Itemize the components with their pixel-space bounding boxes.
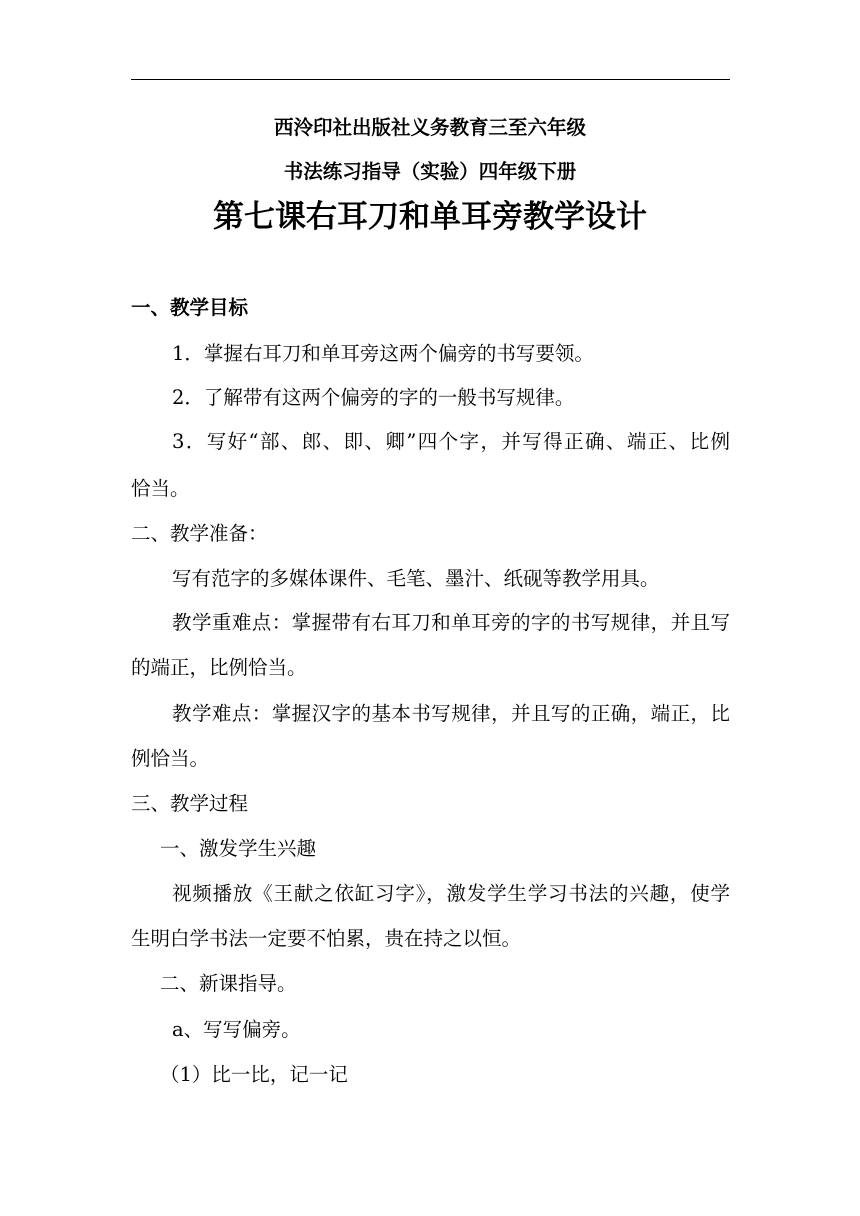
header-rule	[131, 79, 730, 80]
key-point-line-2: 的端正，比例恰当。	[131, 656, 307, 679]
process-step-1: 一、激发学生兴趣	[160, 837, 317, 860]
process-step-1-body-line-2: 生明白学书法一定要不怕累，贵在持之以恒。	[131, 927, 522, 950]
difficulty-line-1: 教学难点：掌握汉字的基本书写规律，并且写的正确，端正，比	[172, 702, 730, 725]
objective-item-3: 3．写好“部、郎、即、卿”四个字，并写得正确、端正、比例	[172, 430, 730, 453]
process-sub-a: a、写写偏旁。	[172, 1018, 301, 1041]
key-point-line-1: 教学重难点：掌握带有右耳刀和单耳旁的字的书写规律，并且写	[172, 611, 730, 634]
page-title: 第七课右耳刀和单耳旁教学设计	[213, 199, 647, 235]
process-sub-1: （1）比一比，记一记	[160, 1063, 348, 1086]
objective-item-1: 1．掌握右耳刀和单耳旁这两个偏旁的书写要领。	[172, 342, 594, 365]
book-line: 书法练习指导（实验）四年级下册	[283, 160, 577, 183]
preparation-text: 写有范字的多媒体课件、毛笔、墨汁、纸砚等教学用具。	[172, 567, 660, 590]
section-heading-objectives: 一、教学目标	[131, 296, 249, 319]
difficulty-line-2: 例恰当。	[131, 747, 210, 770]
section-heading-process: 三、教学过程	[131, 792, 249, 815]
process-step-1-body-line-1: 视频播放《王献之依缸习字》，激发学生学习书法的兴趣，使学	[172, 882, 730, 905]
publisher-line: 西泠印社出版社义务教育三至六年级	[273, 116, 586, 139]
section-heading-preparation: 二、教学准备：	[131, 522, 268, 545]
objective-item-2: 2．了解带有这两个偏旁的字的一般书写规律。	[172, 386, 575, 409]
objective-item-3-cont: 恰当。	[131, 477, 190, 500]
process-step-2: 二、新课指导。	[160, 972, 297, 995]
